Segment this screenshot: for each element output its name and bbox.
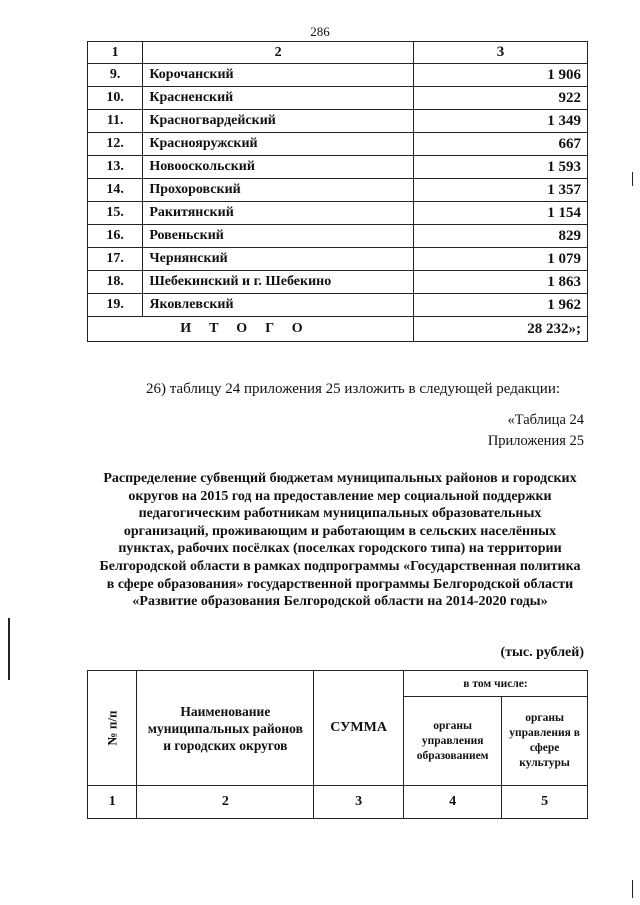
subsidy-value: 1 906: [413, 64, 587, 87]
row-number: 10.: [88, 87, 143, 110]
subsidy-value: 1 593: [413, 156, 587, 179]
column-including-header: в том числе:: [404, 671, 588, 697]
column-number-cell: 1: [88, 786, 137, 819]
header-cell: 3: [413, 42, 587, 64]
total-row: [88, 317, 588, 342]
subsidy-value: 1 079: [413, 248, 587, 271]
scan-edge-mark: [8, 618, 10, 680]
column-numbers-row: [88, 786, 588, 819]
table-reference-line: «Таблица 24: [507, 412, 584, 428]
subsidy-value: 1 863: [413, 271, 587, 294]
district-name: Прохоровский: [143, 179, 414, 202]
row-number: 13.: [88, 156, 143, 179]
district-name: Корочанский: [143, 64, 414, 87]
table-row: [88, 110, 588, 133]
subsidy-table-continued: [87, 41, 588, 342]
column-culture-header: органы управления в сфере культуры: [502, 697, 588, 786]
row-number: 12.: [88, 133, 143, 156]
column-number-header: [88, 671, 137, 786]
column-number-cell: 4: [404, 786, 502, 819]
table-row: [88, 294, 588, 317]
row-number: 9.: [88, 64, 143, 87]
district-name: Чернянский: [143, 248, 414, 271]
district-name: Яковлевский: [143, 294, 414, 317]
new-subsidy-table-header: [87, 670, 588, 819]
row-number: 11.: [88, 110, 143, 133]
scan-edge-mark: [632, 172, 633, 186]
district-name: Красногвардейский: [143, 110, 414, 133]
subsidy-value: 1 962: [413, 294, 587, 317]
header-cell: 1: [88, 42, 143, 64]
column-education-header: органы управления образованием: [404, 697, 502, 786]
table-header-row: [88, 671, 588, 697]
row-number: 15.: [88, 202, 143, 225]
table-row: [88, 225, 588, 248]
column-sum-header: СУММА: [314, 671, 404, 786]
district-name: Красненский: [143, 87, 414, 110]
document-title: Распределение субвенций бюджетам муниципальных районов и городских округов на 2015 год на предоставление мер социальной поддержки педагогическим работникам муниципальных образовательных организаций, проживающим и работающим в сельских населённых пунктах, рабочих посёлках (поселках городского типа) на территории Белгородской области в рамках подпрограммы «Государственная политика в сфере образования» государственной программы Белгородской области «Развитие образования Белгородской области на 2014-2020 годы»: [99, 471, 581, 610]
row-number: 17.: [88, 248, 143, 271]
table-row: [88, 64, 588, 87]
table-row: [88, 202, 588, 225]
table-row: [88, 179, 588, 202]
column-name-header: Наименование муниципальных районов и городских округов: [137, 671, 314, 786]
row-number: 19.: [88, 294, 143, 317]
table-row: [88, 87, 588, 110]
subsidy-value: 1 154: [413, 202, 587, 225]
header-cell: 2: [143, 42, 414, 64]
units-label: (тыс. рублей): [500, 645, 584, 660]
scan-edge-mark: [632, 880, 633, 898]
table-reference: [488, 410, 584, 452]
district-name: Краснояружский: [143, 133, 414, 156]
appendix-reference-line: Приложения 25: [487, 433, 584, 449]
row-number: 16.: [88, 225, 143, 248]
row-number: 18.: [88, 271, 143, 294]
subsidy-value: 1 349: [413, 110, 587, 133]
table-row: [88, 156, 588, 179]
table-row: [88, 271, 588, 294]
subsidy-value: 922: [413, 87, 587, 110]
column-number-label: № п/п: [104, 710, 120, 746]
column-number-cell: 2: [137, 786, 314, 819]
column-number-cell: 5: [502, 786, 588, 819]
subsidy-value: 829: [413, 225, 587, 248]
table-header-row: [88, 42, 588, 64]
table-row: [88, 133, 588, 156]
total-label: ИТОГО: [88, 317, 414, 342]
subsidy-value: 667: [413, 133, 587, 156]
table-row: [88, 248, 588, 271]
instruction-text: 26) таблицу 24 приложения 25 изложить в следующей редакции:: [146, 381, 561, 397]
district-name: Новооскольский: [143, 156, 414, 179]
district-name: Шебекинский и г. Шебекино: [143, 271, 414, 294]
subsidy-value: 1 357: [413, 179, 587, 202]
row-number: 14.: [88, 179, 143, 202]
page-number: 286: [310, 24, 330, 39]
district-name: Ровеньский: [143, 225, 414, 248]
district-name: Ракитянский: [143, 202, 414, 225]
column-number-cell: 3: [314, 786, 404, 819]
total-value: 28 232»;: [413, 317, 587, 342]
